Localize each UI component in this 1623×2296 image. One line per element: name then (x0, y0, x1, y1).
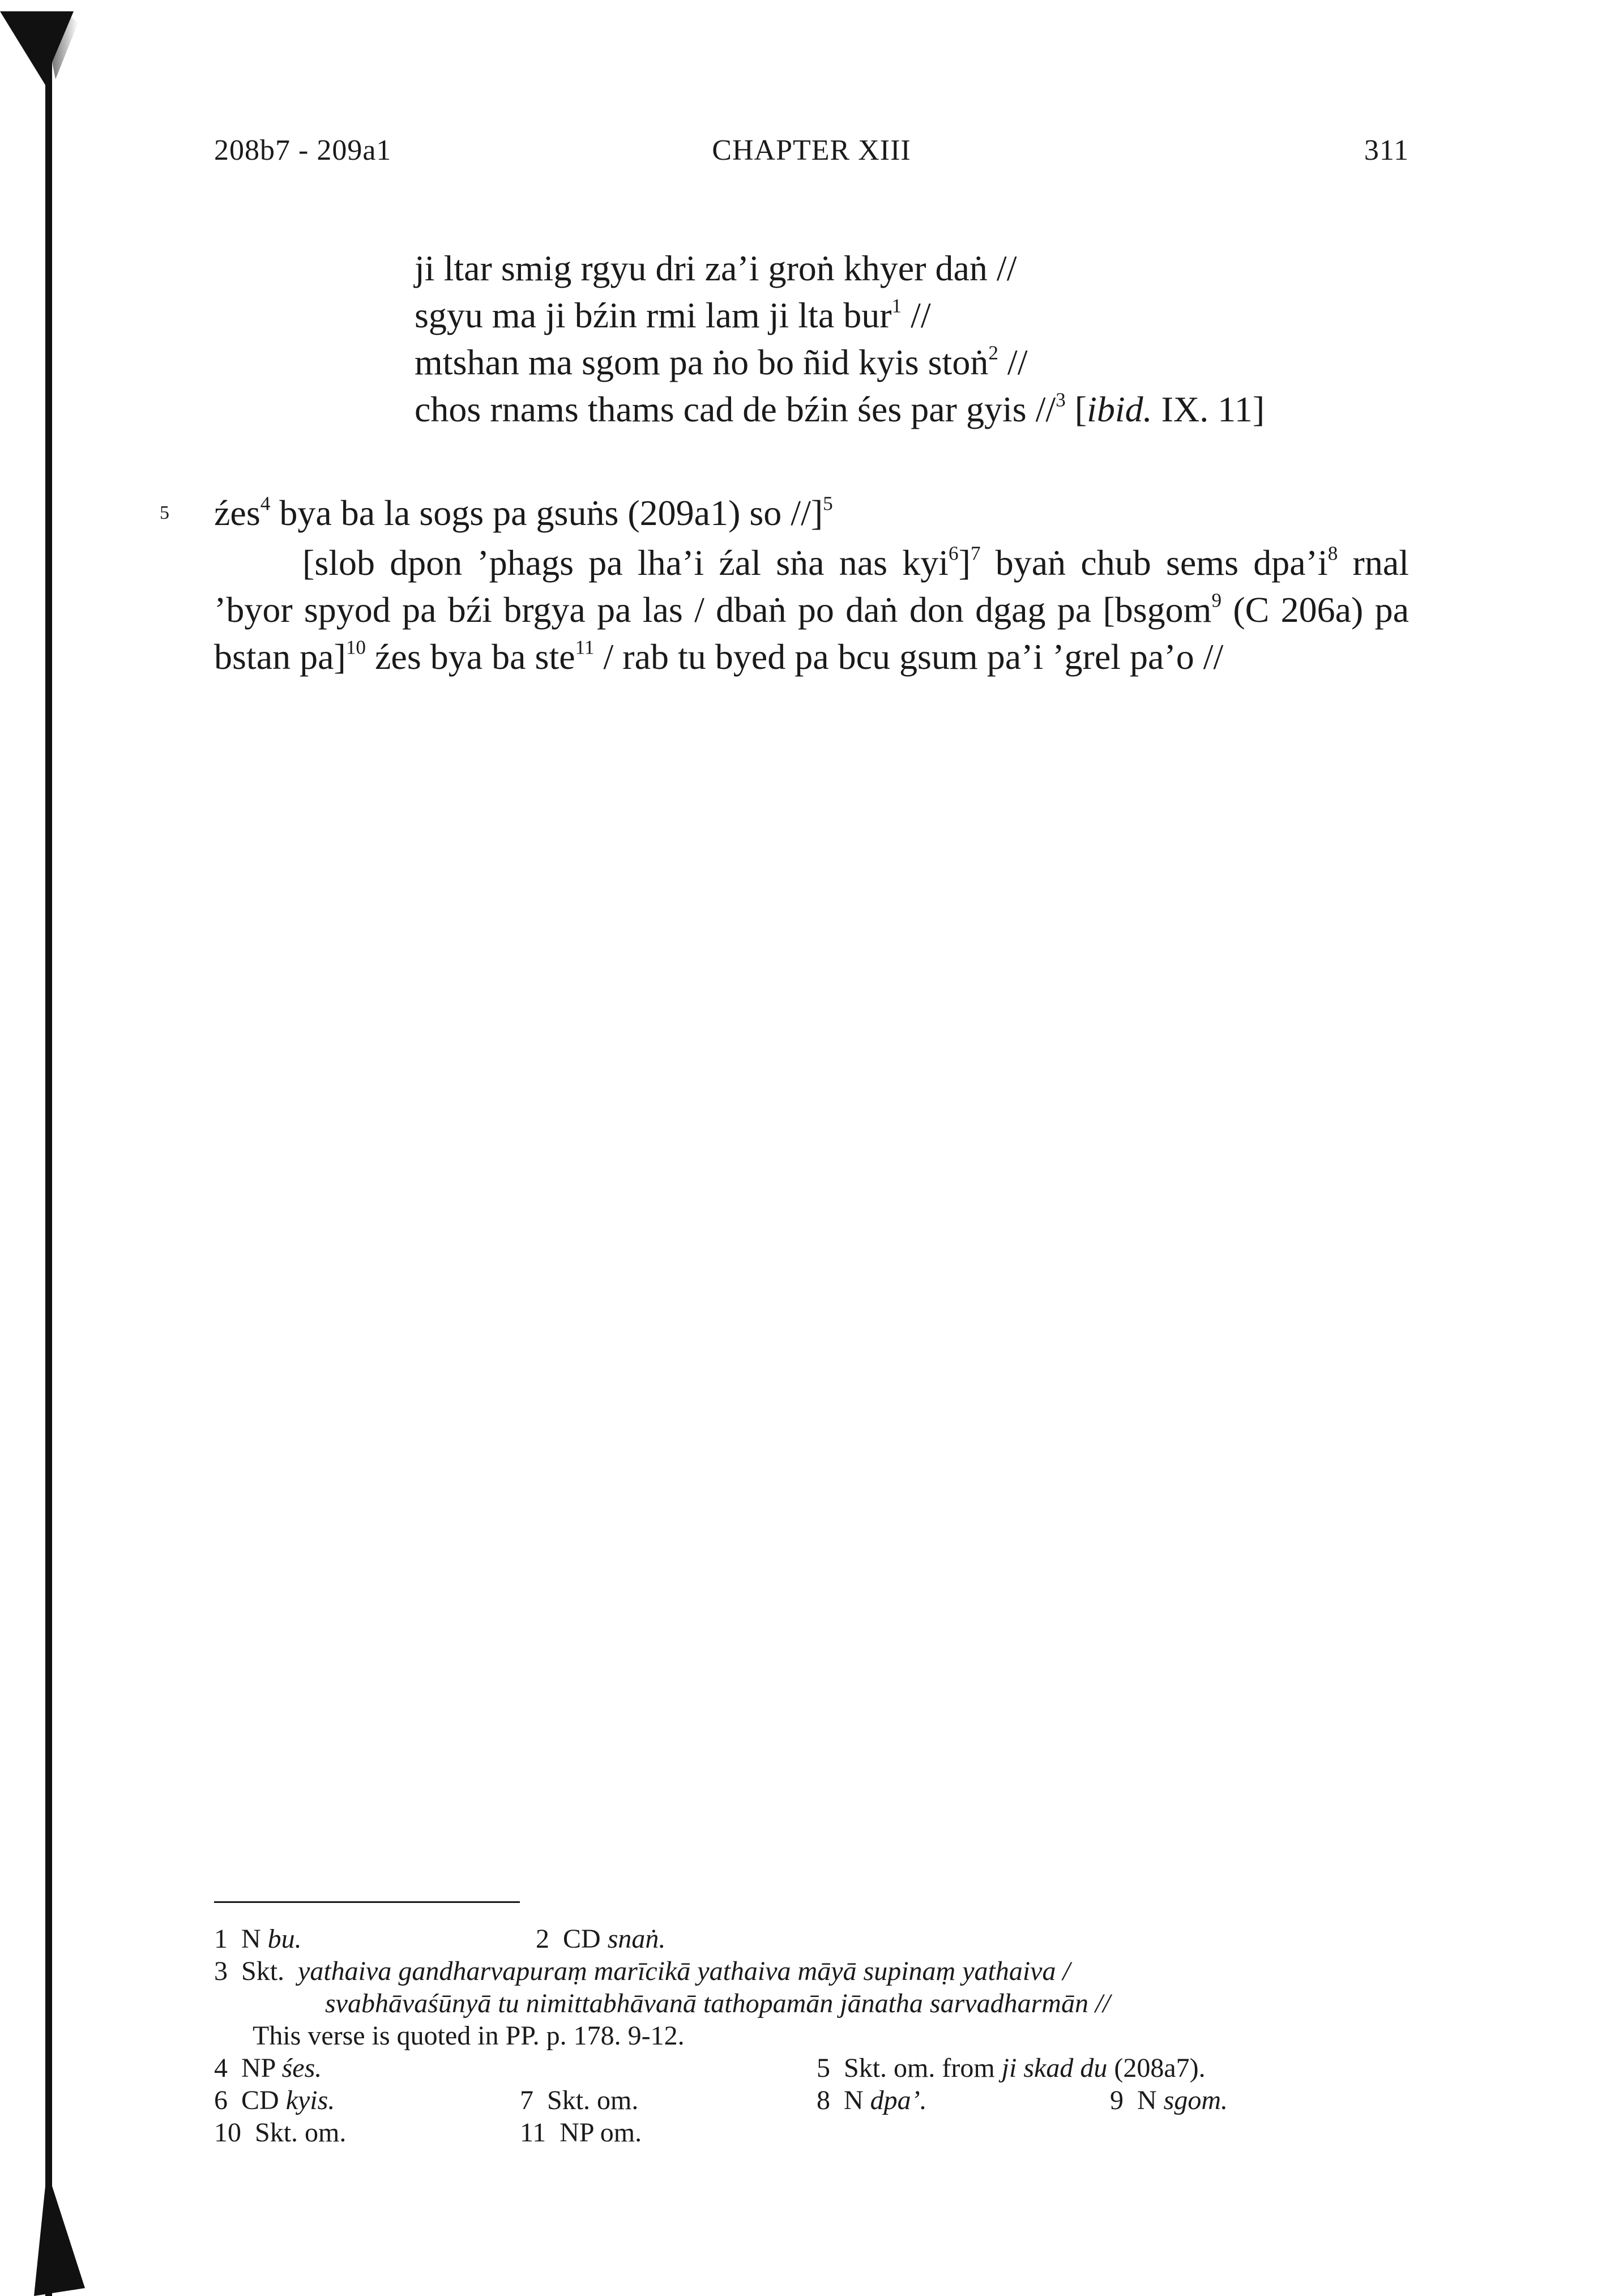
footnote-3-number: 3 (214, 1956, 228, 1986)
footnote-11-number: 11 (520, 2118, 546, 2148)
footnotes (214, 1923, 1409, 2149)
verse-line-3 (415, 339, 1434, 386)
footnote-5-ref: (208a7). (1114, 2053, 1206, 2083)
footnote-10 (214, 2116, 346, 2149)
verse-line-3-end: // (998, 342, 1028, 382)
footnote-ref-5: 5 (823, 492, 833, 515)
footnote-ref-9: 9 (1211, 589, 1222, 612)
footnote-2-number: 2 (536, 1924, 549, 1954)
footnote-8-siglum: N (844, 2085, 864, 2115)
footnote-ref-10: 10 (345, 636, 366, 659)
footnote-5 (817, 2052, 1206, 2084)
zes-line-part1: źes (214, 493, 260, 533)
footnote-2-siglum: CD (563, 1924, 601, 1954)
footnote-row-10 (214, 2116, 1409, 2149)
footnote-3-sanskrit-line-2: svabhāvaśūnyā tu nimittabhāvanā tathopamān jānatha sarvadharmān // (325, 1988, 1111, 2018)
zes-line (160, 489, 1409, 536)
footnote-ref-7: 7 (970, 542, 981, 565)
footnote-1-reading: bu. (267, 1924, 302, 1954)
footnote-rule (214, 1901, 520, 1903)
footnote-3-label: Skt. (241, 1956, 285, 1986)
paragraph-part-2: ] (958, 543, 971, 583)
footnote-2-reading: snaṅ. (607, 1924, 666, 1954)
verse-line-1: ji ltar smig rgyu dri za’i groṅ khyer daṅ // (415, 248, 1017, 288)
footnote-7 (520, 2084, 638, 2116)
footnote-ref-6: 6 (949, 542, 959, 565)
verse-line-2-end: // (902, 295, 931, 335)
footnote-ref-1: 1 (891, 295, 902, 317)
footnote-7-text: Skt. om. (547, 2085, 639, 2115)
footnote-9-reading: sgom. (1163, 2085, 1228, 2115)
footnote-6 (214, 2084, 335, 2116)
paragraph-part-6: źes bya ba ste (366, 637, 575, 677)
footnote-10-number: 10 (214, 2118, 241, 2148)
footnote-row-6 (214, 2084, 1409, 2116)
footnote-7-number: 7 (520, 2085, 533, 2115)
footnote-6-number: 6 (214, 2085, 228, 2115)
footnote-ref-3: 3 (1056, 389, 1066, 411)
footnote-row-1 (214, 1923, 1409, 1955)
footnote-11 (520, 2116, 642, 2149)
footnote-8 (817, 2084, 927, 2116)
footnote-8-reading: dpa’. (870, 2085, 927, 2115)
footnote-3 (214, 1955, 1409, 2052)
footnote-1-siglum: N (241, 1924, 261, 1954)
paragraph-part-7: / rab tu byed pa bcu gsum pa’i ’grel pa’o // (594, 637, 1224, 677)
footnote-5-number: 5 (817, 2053, 830, 2083)
footnote-row-4 (214, 2052, 1409, 2084)
footnote-ref-11: 11 (575, 636, 595, 659)
header-folio-range: 208b7 - 209a1 (214, 134, 392, 167)
footnote-4-siglum: NP (241, 2053, 275, 2083)
footnote-2 (536, 1923, 665, 1955)
footnote-9-siglum: N (1137, 2085, 1157, 2115)
binding-edge (0, 0, 130, 2296)
verse-block (415, 245, 1434, 433)
verse-line-3-text: mtshan ma sgom pa ṅo bo ñid kyis stoṅ (415, 342, 989, 382)
footnote-5-reading: ji skad du (1001, 2053, 1108, 2083)
paragraph-part-3: byaṅ chub sems dpa’i (980, 543, 1328, 583)
footnote-9 (1110, 2084, 1228, 2116)
line-number: 5 (160, 502, 169, 523)
header-chapter-title: CHAPTER XIII (712, 134, 911, 167)
footnote-6-reading: kyis. (285, 2085, 335, 2115)
footnote-3-sanskrit-line-1: yathaiva gandharvapuraṃ marīcikā yathaiva māyā supinaṃ yathaiva / (298, 1956, 1070, 1986)
footnote-4-number: 4 (214, 2053, 228, 2083)
footnote-1 (214, 1923, 302, 1955)
verse-line-4-ibid: ibid. (1087, 389, 1152, 429)
paragraph-part-5: (C 206a) pa bstan pa] (214, 590, 1410, 677)
footnote-9-number: 9 (1110, 2085, 1124, 2115)
page-number: 311 (1364, 134, 1409, 167)
verse-line-4-ref: IX. 11] (1152, 389, 1265, 429)
paragraph-part-1: [slob dpon ’phags pa lha’i źal sṅa nas kyi (302, 543, 949, 583)
verse-line-2-text: sgyu ma ji bźin rmi lam ji lta bur (415, 295, 892, 335)
footnote-4 (214, 2052, 322, 2084)
footnote-8-number: 8 (817, 2085, 830, 2115)
footnote-ref-4: 4 (260, 492, 271, 515)
footnote-6-siglum: CD (241, 2085, 279, 2115)
footnote-5-text: Skt. om. from (844, 2053, 995, 2083)
verse-line-2 (415, 292, 1434, 339)
footnote-10-text: Skt. om. (255, 2118, 347, 2148)
verse-line-4-text: chos rnams thams cad de bźin śes par gyis // (415, 389, 1056, 429)
colophon-paragraph (214, 539, 1409, 680)
footnote-ref-8: 8 (1327, 542, 1338, 565)
running-header (214, 134, 1409, 179)
paragraph-part-4: rnal ’byor spyod pa bźi brgya pa las / dbaṅ po daṅ don dgag pa [bsgom (214, 543, 1410, 630)
footnote-11-text: NP om. (559, 2118, 642, 2148)
footnote-1-number: 1 (214, 1924, 228, 1954)
zes-line-part2: bya ba la sogs pa gsuṅs (209a1) so //] (270, 493, 823, 533)
footnote-4-reading: śes. (281, 2053, 322, 2083)
verse-line-4-bracket: [ (1065, 389, 1087, 429)
footnote-3-note: This verse is quoted in PP. p. 178. 9-12. (253, 2021, 685, 2051)
footnote-ref-2: 2 (988, 342, 998, 364)
verse-line-4 (415, 386, 1434, 433)
